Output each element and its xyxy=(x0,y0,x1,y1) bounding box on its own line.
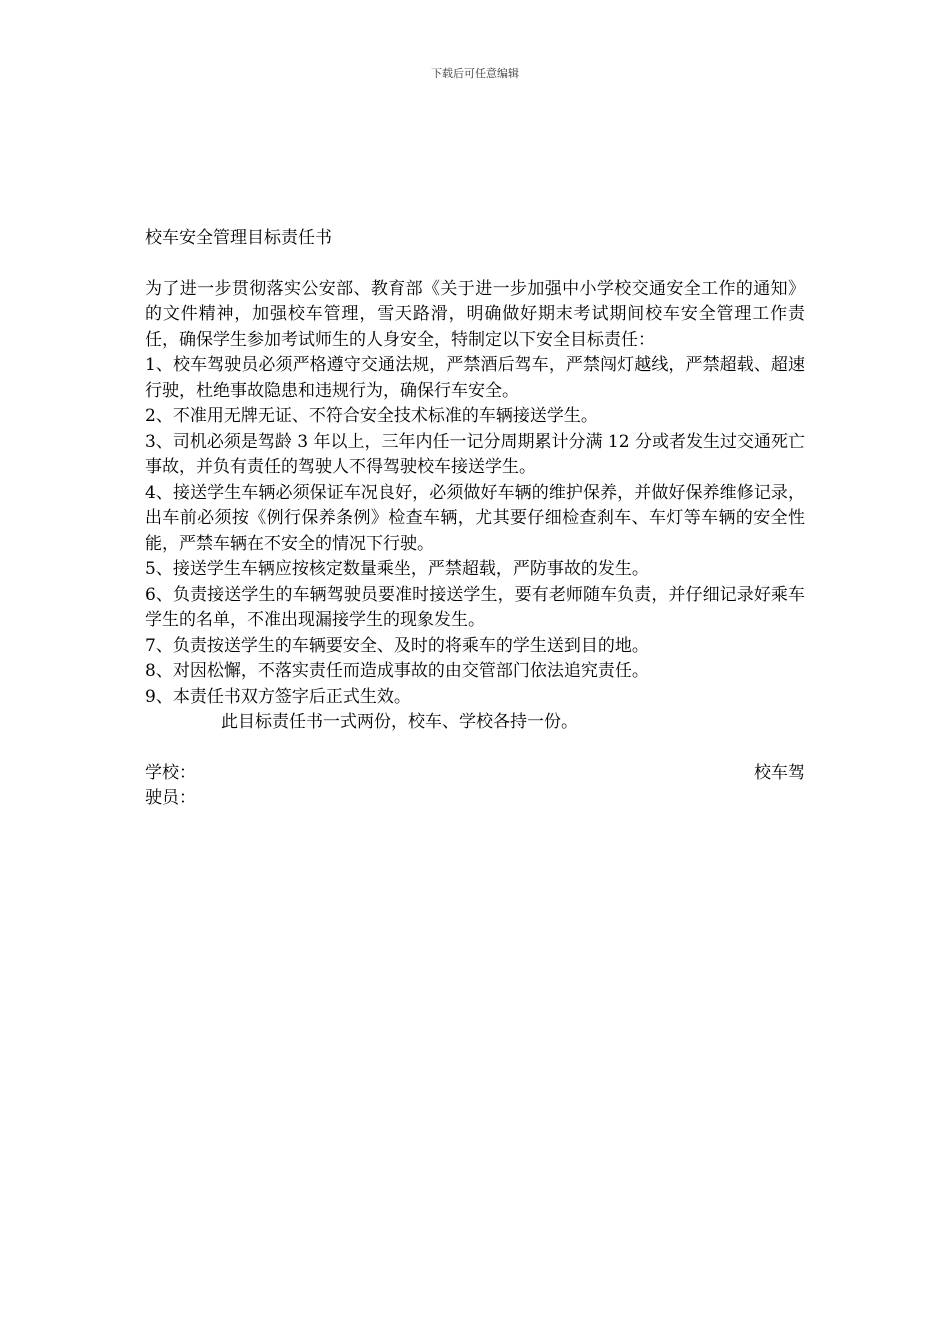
signature-block xyxy=(145,761,805,812)
intro-paragraph: 为了进一步贯彻落实公安部、教育部《关于进一步加强中小学校交通安全工作的通知》的文件精神，加强校车管理，雪天路滑，明确做好期末考试期间校车安全管理工作责任，确保学生参加考试师生的人身安全，特制定以下安全目标责任： xyxy=(145,278,805,350)
list-item: 8、对因松懈，不落实责任而造成事故的由交管部门依法追究责任。 xyxy=(145,661,649,681)
list-item: 1、校车驾驶员必须严格遵守交通法规，严禁酒后驾车，严禁闯灯越线，严禁超载、超速行驶，杜绝事故隐患和违规行为，确保行车安全。 xyxy=(145,355,805,401)
document-body xyxy=(145,226,805,812)
list-item: 2、不准用无牌无证、不符合安全技术标准的车辆接送学生。 xyxy=(145,406,598,426)
list-item: 9、本责任书双方签字后正式生效。 xyxy=(145,686,411,707)
list-item: 6、负责接送学生的车辆驾驶员要准时接送学生，要有老师随车负责，并仔细记录好乘车学生的名单，不准出现漏接学生的现象发生。 xyxy=(145,584,805,630)
signature-row xyxy=(145,761,805,787)
document-title: 校车安全管理目标责任书 xyxy=(145,228,332,248)
header-note: 下载后可任意编辑 xyxy=(431,67,519,80)
driver-signature-label-continued: 驶员： xyxy=(145,788,196,808)
list-item: 4、接送学生车辆必须保证车况良好，必须做好车辆的维护保养，并做好保养维修记录，出车前必须按《例行保养条例》检查车辆，尤其要仔细检查刹车、车灯等车辆的安全性能，严禁车辆在不安全的情况下行驶。 xyxy=(145,482,805,554)
closing-statement: 此目标责任书一式两份，校车、学校各持一份。 xyxy=(221,712,578,732)
list-item: 7、负责按送学生的车辆要安全、及时的将乘车的学生送到目的地。 xyxy=(145,635,649,656)
school-signature-label: 学校： xyxy=(145,762,196,783)
driver-signature-label: 校车驾 xyxy=(754,762,805,783)
list-item: 3、司机必须是驾龄 3 年以上，三年内任一记分周期累计分满 12 分或者发生过交通死亡事故，并负有责任的驾驶人不得驾驶校车接送学生。 xyxy=(145,431,805,477)
list-item: 5、接送学生车辆应按核定数量乘坐，严禁超载，严防事故的发生。 xyxy=(145,559,649,579)
